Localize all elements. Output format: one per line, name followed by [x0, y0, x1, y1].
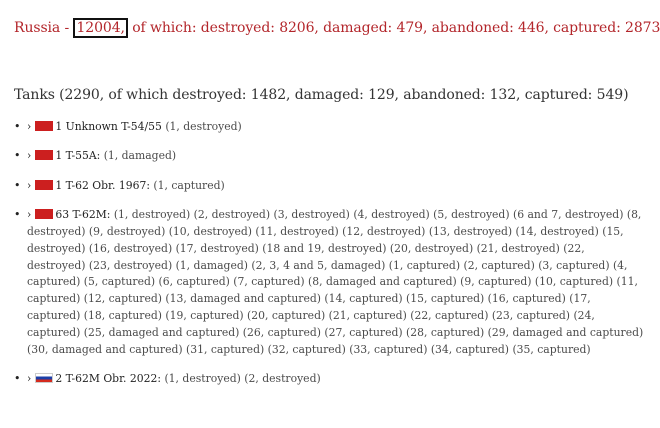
entry-details[interactable]: (1, damaged) — [100, 149, 177, 163]
russia-summary — [14, 18, 660, 38]
bullet-icon: • — [14, 149, 21, 163]
entry-name: 1 Unknown T-54/55 — [55, 120, 162, 133]
soviet-flag-icon — [35, 150, 53, 160]
list-item — [14, 371, 646, 388]
chevron-right-icon: › — [27, 120, 32, 133]
entry-details[interactable]: (1, destroyed) — [161, 120, 242, 133]
entry-details[interactable]: (1, destroyed) (2, destroyed) (3, destroyed) (4, destroyed) (5, destroyed) (6 and 7, destroyed) (8, destroyed) (9, destroyed) (10, destroyed) (11, destroyed) (12, destroyed) (13, destroyed) (14, destroyed) (15, destroyed) (16, destroyed) (17, destroyed) (18 and 19, destroyed) (20, destroyed) (21, destroyed) (22, destroyed) (23, destroyed) (1, damaged) (2, 3, 4 and 5, damaged) (1, captured) (2, captured) (3, captured) (4, captured) (5, captured) (6, captured) (7, captured) (8, damaged and captured) (9, captured) (10, captured) (11, captured) (12, captured) (13, damaged and captured) (14, captured) (15, captured) (16, captured) (17, captured) (18, captured) (19, captured) (20, captured) (21, captured) (22, captured) (23, captured) (24, captured) (25, damaged and captured) (26, captured) (27, captured) (28, captured) (29, damaged and captured) (30, damaged and captured) (31, captured) (32, captured) (33, captured) (34, captured) (35, captured) — [27, 208, 644, 356]
chevron-right-icon: › — [27, 149, 32, 163]
entry-name: 1 T-62 Obr. 1967: — [55, 178, 150, 192]
entry-details[interactable]: (1, captured) — [149, 178, 225, 192]
list-item — [14, 148, 646, 165]
soviet-flag-icon — [35, 180, 53, 190]
entry-name: 1 T-55A: — [55, 149, 101, 163]
list-item — [14, 119, 646, 136]
entry-name: 2 T-62M Obr. 2022: — [55, 371, 162, 385]
bullet-icon: • — [14, 208, 21, 222]
chevron-right-icon: › — [27, 178, 32, 192]
bullet-icon: • — [14, 120, 21, 133]
summary-breakdown: of which: destroyed: 8206, damaged: 479, abandoned: 446, captured: 2873 — [127, 20, 660, 36]
summary-total-highlight: 12004, — [73, 18, 127, 38]
list-item — [14, 178, 646, 195]
soviet-flag-icon — [35, 121, 53, 131]
bullet-icon: • — [14, 371, 21, 385]
equipment-list — [14, 119, 646, 400]
soviet-flag-icon — [35, 209, 53, 219]
tanks-heading: Tanks (2290, of which destroyed: 1482, damaged: 129, abandoned: 132, captured: 549) — [14, 87, 629, 103]
list-item — [14, 207, 646, 358]
chevron-right-icon: › — [27, 208, 32, 222]
bullet-icon: • — [14, 178, 21, 192]
chevron-right-icon: › — [27, 371, 32, 385]
entry-name: 63 T-62M: — [55, 208, 111, 222]
summary-prefix: Russia - — [14, 20, 74, 36]
entry-details[interactable]: (1, destroyed) (2, destroyed) — [161, 371, 321, 385]
russia-flag-icon — [35, 373, 53, 383]
